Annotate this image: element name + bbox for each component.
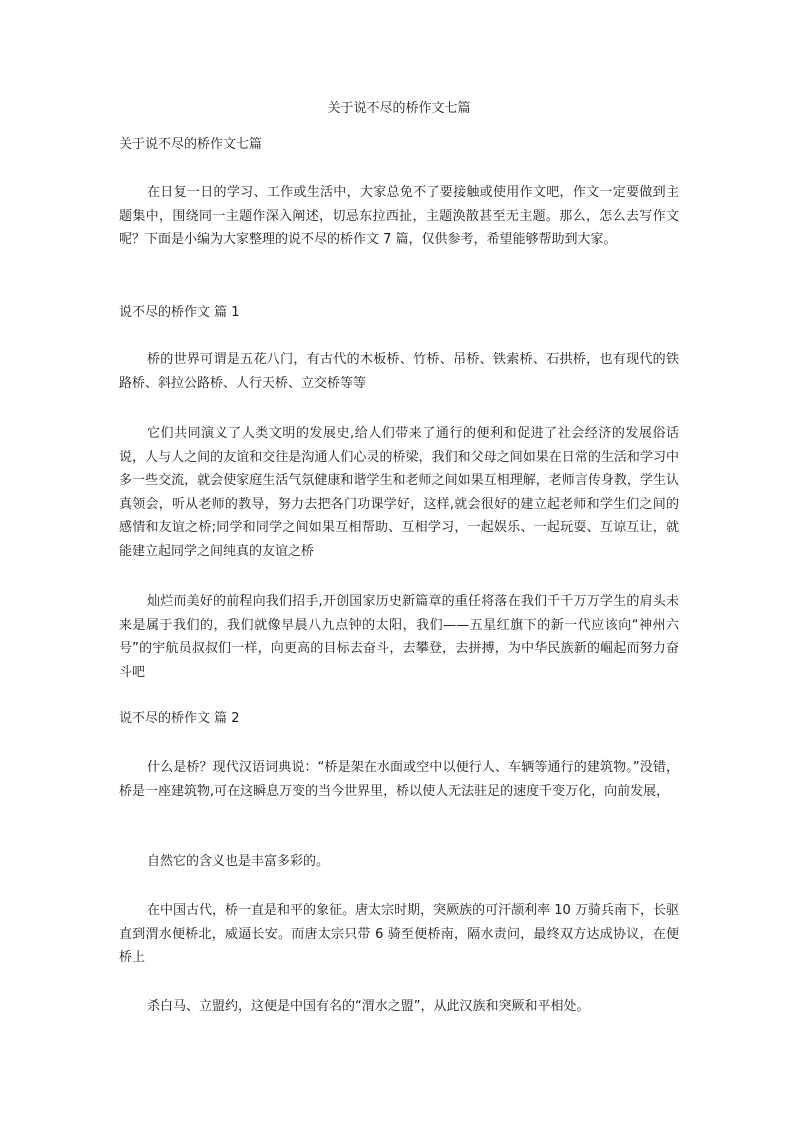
section-1-paragraph-2: 它们共同演义了人类文明的发展史,给人们带来了通行的便利和促进了社会经济的发展俗话说，人与人之间的友谊和交往是沟通人们心灵的桥梁，我们和父母之间如果在日常的生活和学习中多一些交流，就会使家庭生活气氛健康和谐学生和老师之间如果互相理解，老师言传身教，学生认真领会，听从老师的教导，努力去把各门功课学好，这样,就会很好的建立起老师和学生们之间的感情和友谊之桥;同学和同学之间如果互相帮助、互相学习，一起娱乐、一起玩耍、互谅互让，就能建立起同学之间纯真的友谊之桥 <box>119 426 679 559</box>
section-heading-1: 说不尽的桥作文 篇 1 <box>119 305 240 320</box>
section-2-paragraph-1: 什么是桥？现代汉语词典说：“桥是架在水面或空中以便行人、车辆等通行的建筑物。”没错，桥是一座建筑物,可在这瞬息万变的当今世界里，桥以使人无法驻足的速度千变万化，向前发展， <box>119 760 679 799</box>
section-1-paragraph-3: 灿烂而美好的前程向我们招手,开创国家历史新篇章的重任将落在我们千千万万学生的肩头未来是属于我们的，我们就像早晨八九点钟的太阳，我们——五星红旗下的新一代应该向“神州六号”的宇航员叔叔们一样，向更高的目标去奋斗，去攀登，去拼搏，为中华民族新的崛起而努力奋斗吧 <box>119 594 679 680</box>
section-2-paragraph-3: 在中国古代，桥一直是和平的象征。唐太宗时期，突厥族的可汗颉利率 10 万骑兵南下，长驱直到渭水便桥北，威逼长安。而唐太宗只带 6 骑至便桥南，隔水责问，最终双方达成协议，在便桥上 <box>119 903 679 965</box>
section-heading-2: 说不尽的桥作文 篇 2 <box>119 711 240 726</box>
document-subtitle: 关于说不尽的桥作文七篇 <box>119 137 263 152</box>
section-1-paragraph-1: 桥的世界可谓是五花八门，有古代的木板桥、竹桥、吊桥、铁索桥、石拱桥，也有现代的铁路桥、斜拉公路桥、人行天桥、立交桥等等 <box>119 352 679 391</box>
section-2-paragraph-2: 自然它的含义也是丰富多彩的。 <box>147 854 330 869</box>
intro-paragraph: 在日复一日的学习、工作或生活中，大家总免不了要接触或使用作文吧，作文一定要做到主题集中，围绕同一主题作深入阐述，切忌东拉西扯，主题涣散甚至无主题。那么，怎么去写作文呢？下面是小编为大家整理的说不尽的桥作文 7 篇，仅供参考，希望能够帮助到大家。 <box>119 185 679 247</box>
document-title: 关于说不尽的桥作文七篇 <box>327 101 471 116</box>
section-2-paragraph-4: 杀白马、立盟约，这便是中国有名的“渭水之盟”，从此汉族和突厥和平相处。 <box>147 999 590 1014</box>
